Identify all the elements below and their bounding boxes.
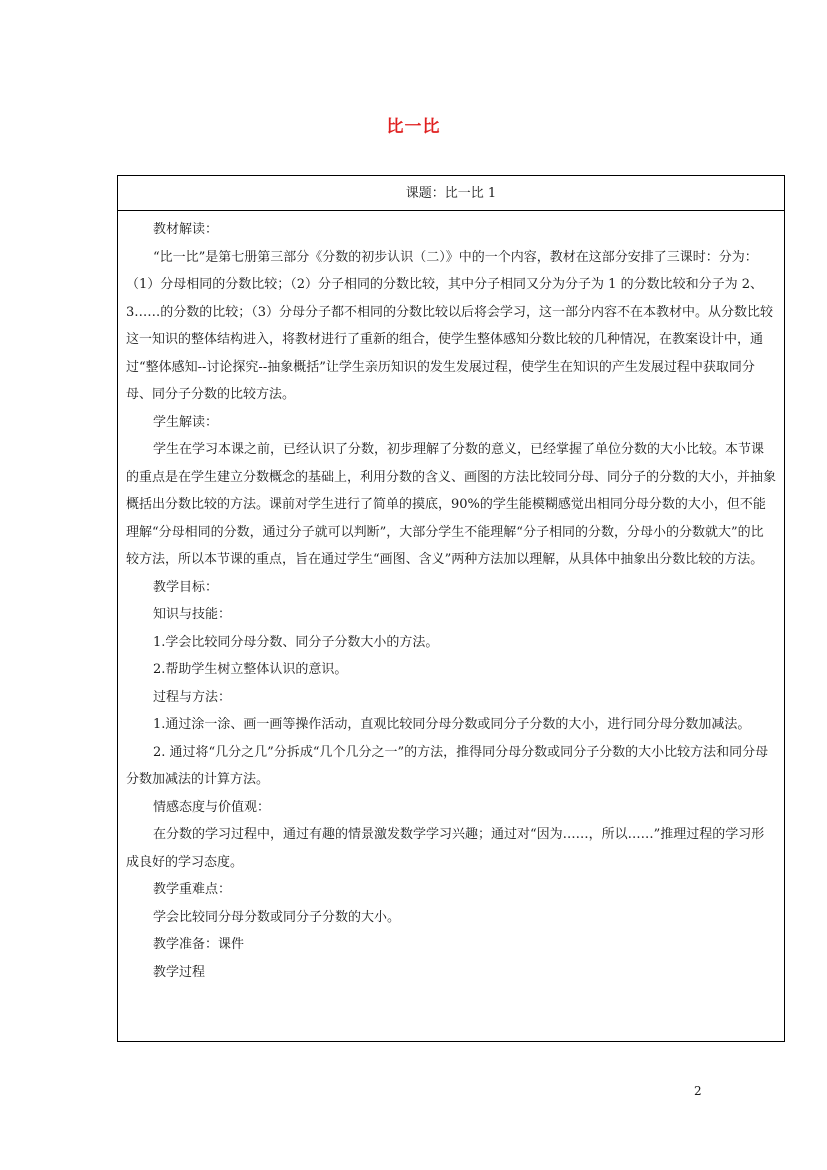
page-number: 2: [694, 1084, 702, 1098]
document-title: 比一比: [386, 117, 441, 137]
section-heading-key-points: 教学重难点：: [153, 882, 232, 897]
subheading-attitude-values: 情感态度与价值观：: [153, 799, 271, 815]
section-heading-objectives: 教学目标：: [153, 579, 219, 595]
objective-item: 1.学会比较同分母分数、同分子分数大小的方法。: [153, 634, 439, 650]
objective-item: 1.通过涂一涂、画一画等操作活动，直观比较同分母分数或同分子分数的大小，进行同分母分数加减法。: [153, 717, 751, 732]
key-points-text: 学会比较同分母分数或同分子分数的大小。: [153, 909, 401, 925]
lesson-content: [118, 211, 784, 986]
teaching-preparation: 教学准备：课件: [153, 937, 245, 952]
paragraph-student-analysis: 学生在学习本课之前，已经认识了分数，初步理解了分数的意义，已经掌握了单位分数的大小比较。本节课的重点是在学生建立分数概念的基础上，利用分数的含义、画图的方法比较同分母、同分子的分数的大小，并抽象概括出分数比较的方法。课前对学生进行了简单的摸底，90%的学生能模糊感觉出相同分母分数的大小，但不能理解“分母相同的分数，通过分子就可以判断”，大部分学生不能理解“分子相同的分数，分母小的分数就大”的比较方法，所以本节课的重点，旨在通过学生“画图、含义”两种方法加以理解，从具体中抽象出分数比较的方法。: [126, 442, 777, 567]
objective-item: 2.帮助学生树立整体认识的意识。: [153, 662, 348, 677]
subheading-process-methods: 过程与方法：: [153, 689, 232, 705]
section-heading-textbook: 教材解读：: [153, 222, 219, 237]
paragraph-textbook-analysis: “比一比”是第七册第三部分《分数的初步认识（二）》中的一个内容，教材在这部分安排了三课时：分为：（1）分母相同的分数比较；（2）分子相同的分数比较，其中分子相同又分为分子为 1 的分数比较和分子为 2、3……的分数的比较；（3）分母分子都不相同的分数比较以后将会学习，这一部分内容不在本教材中。从分数比较这一知识的整体结构进入，将教材进行了重新的组合，使学生整体感知分数比较的几种情况，在教案设计中，通过“整体感知--讨论探究--抽象概括”让学生亲历知识的发生发展过程，使学生在知识的产生发展过程中获取同分母、同分子分数的比较方法。: [126, 249, 774, 402]
section-heading-students: 学生解读：: [153, 414, 219, 430]
objective-item: 在分数的学习过程中，通过有趣的情景激发数学学习兴趣；通过对“因为……，所以……”推理过程的学习形成良好的学习态度。: [126, 827, 765, 870]
objective-item: 2. 通过将“几分之几”分拆成“几个几分之一”的方法，推得同分母分数或同分子分数的大小比较方法和同分母分数加减法的计算方法。: [126, 744, 769, 787]
lesson-topic-header: 课题：比一比 1: [118, 176, 784, 211]
lesson-table: [117, 175, 785, 1042]
subheading-knowledge-skills: 知识与技能：: [153, 607, 232, 622]
section-heading-process: 教学过程: [153, 964, 206, 980]
